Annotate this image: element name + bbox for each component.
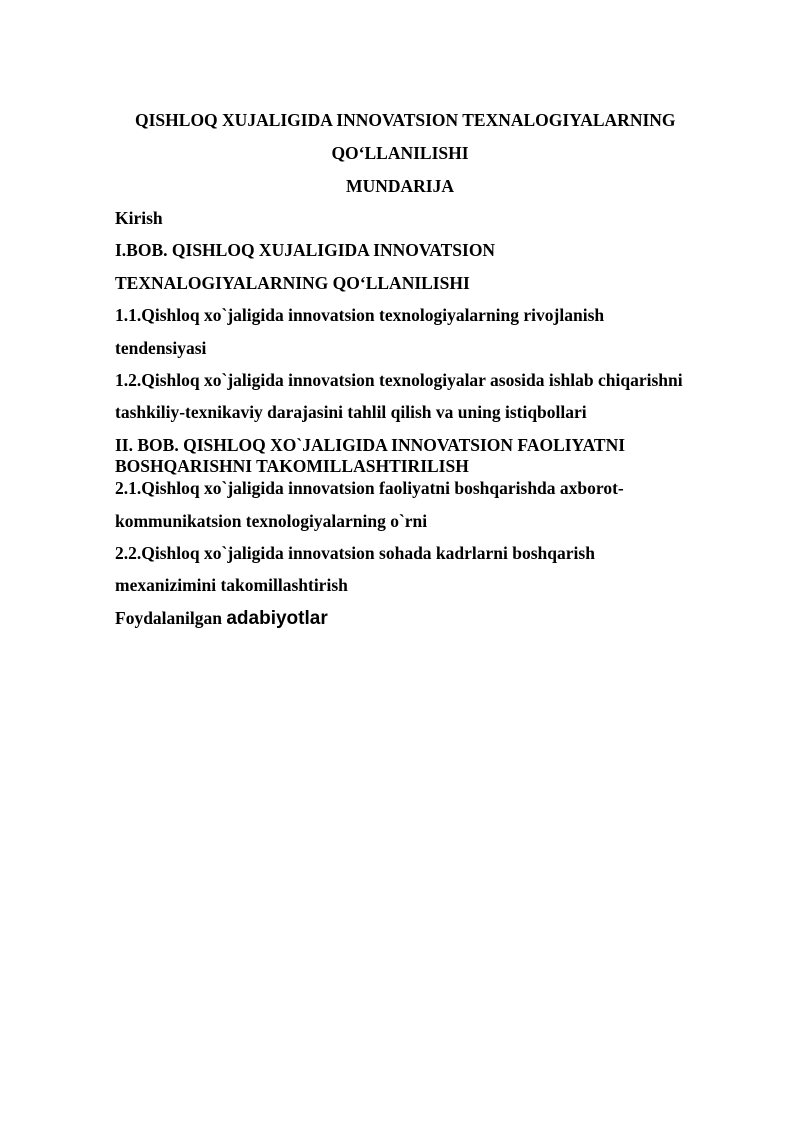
toc-references xyxy=(115,608,328,629)
toc-heading: MUNDARIJA xyxy=(346,176,454,196)
toc-section-2-2-line-2: mexanizimini takomillashtirish xyxy=(115,575,348,595)
toc-chapter-2-line-1: II. BOB. QISHLOQ XO`JALIGIDA INNOVATSION FAOLIYATNI xyxy=(115,435,626,455)
toc-section-1-1-line-2: tendensiyasi xyxy=(115,338,207,358)
toc-chapter-1-line-1: I.BOB. QISHLOQ XUJALIGIDA INNOVATSION xyxy=(115,240,496,260)
document-title-line-2: QO‘LLANILISHI xyxy=(331,143,469,163)
toc-references-part-1: Foydalanilgan xyxy=(115,608,227,628)
document-title-line-1: QISHLOQ XUJALIGIDA INNOVATSION TEXNALOGIYALARNING xyxy=(135,110,676,130)
toc-chapter-2-line-2: BOSHQARISHNI TAKOMILLASHTIRILISH xyxy=(115,456,469,476)
toc-item-intro: Kirish xyxy=(115,208,163,228)
toc-section-2-2-line-1: 2.2.Qishloq xo`jaligida innovatsion sohada kadrlarni boshqarish xyxy=(115,543,595,563)
toc-section-1-2-line-1: 1.2.Qishloq xo`jaligida innovatsion texnologiyalar asosida ishlab chiqarishni xyxy=(115,370,683,390)
toc-section-2-1-line-2: kommunikatsion texnologiyalarning o`rni xyxy=(115,511,428,531)
toc-section-1-1-line-1: 1.1.Qishloq xo`jaligida innovatsion texnologiyalarning rivojlanish xyxy=(115,305,605,325)
toc-references-part-2: adabiyotlar xyxy=(226,608,328,629)
toc-section-1-2-line-2: tashkiliy-texnikaviy darajasini tahlil qilish va uning istiqbollari xyxy=(115,402,587,422)
toc-section-2-1-line-1: 2.1.Qishloq xo`jaligida innovatsion faoliyatni boshqarishda axborot- xyxy=(115,478,624,498)
toc-chapter-1-line-2: TEXNALOGIYALARNING QO‘LLANILISHI xyxy=(115,273,470,293)
